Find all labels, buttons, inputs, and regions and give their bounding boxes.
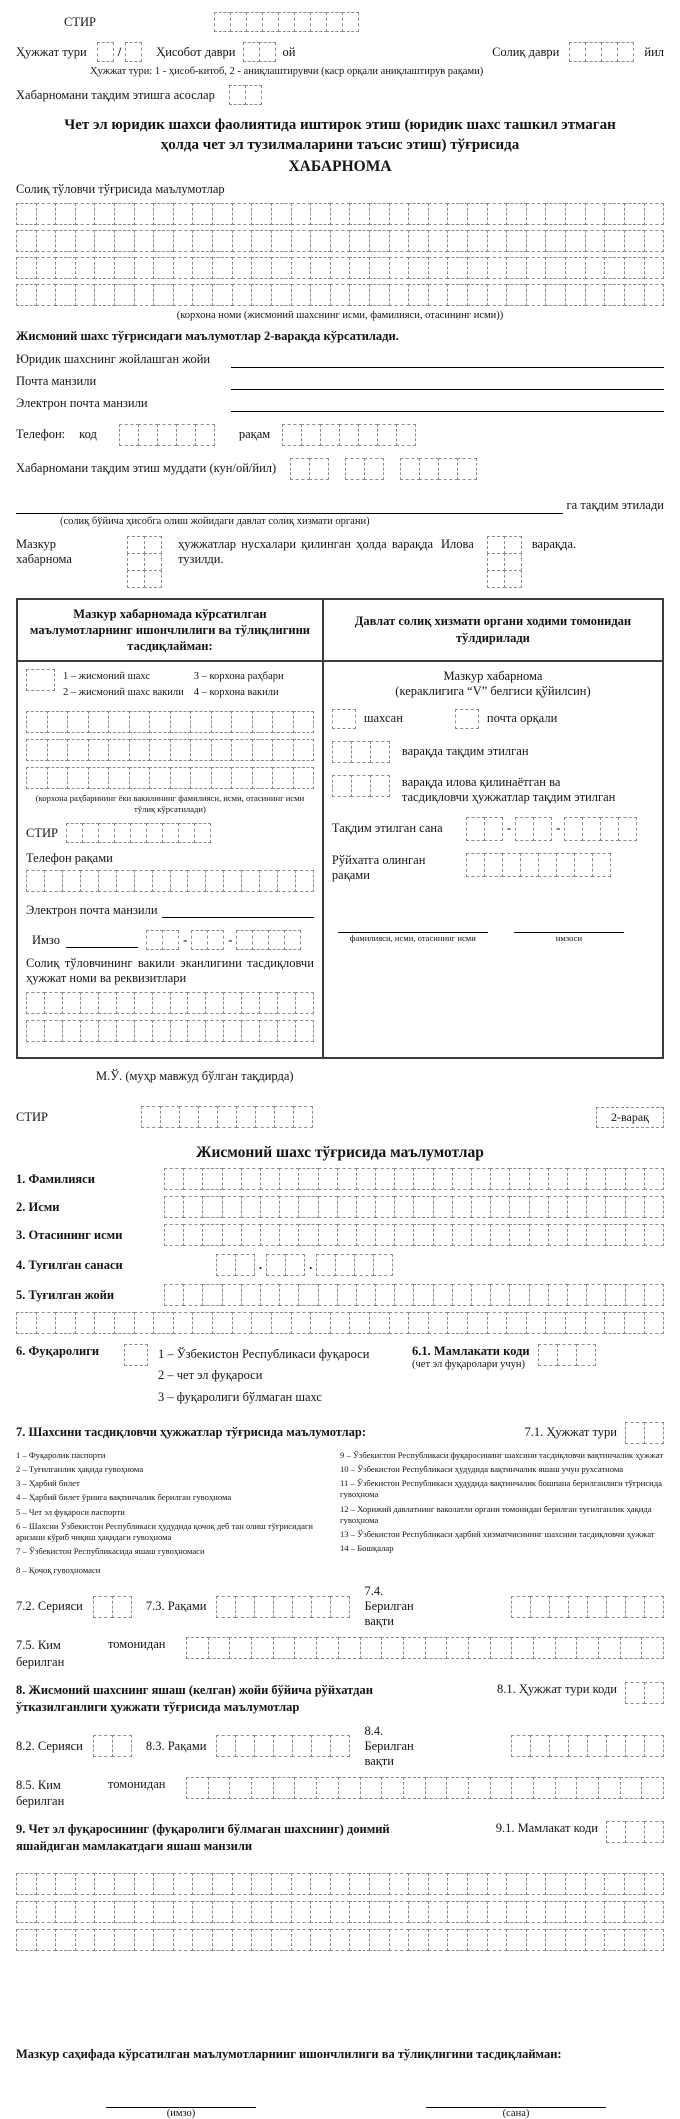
phone-number-input[interactable] — [282, 424, 416, 446]
submitted-to-label: га тақдим этилади — [566, 498, 664, 512]
doc-subtype-input[interactable] — [125, 42, 142, 62]
sheets-submitted-input[interactable] — [332, 741, 390, 763]
attachment-count-input[interactable] — [488, 537, 522, 588]
issued-by-8-suffix: томонидан — [108, 1776, 166, 1791]
phone-number-label: рақам — [238, 427, 271, 441]
issued-by-8-input[interactable] — [186, 1777, 664, 1799]
inspector-fio-caption: фамилияси, исми, отасининг исми — [349, 932, 476, 943]
individual-note: Жисмоний шахс тўғрисидаги маълумотлар 2-варақда кўрсатилади. — [16, 328, 399, 343]
doc-type-7-input[interactable] — [625, 1422, 664, 1444]
submit-date-sep-2: - — [556, 821, 561, 835]
doc-item-1: 1 – Фуқаролик паспорти — [16, 1449, 106, 1460]
issued-date-7-input[interactable] — [511, 1596, 664, 1618]
varaqda-label: варақда. — [531, 536, 577, 551]
page-confirmation-text: Мазкур саҳифада кўрсатилган маълумотларнинг ишончлилиги ва тўлиқлигини тасдиқлайман: — [16, 2046, 562, 2061]
country-code-9-label: 9.1. Мамлакат коди — [495, 1821, 598, 1836]
citizenship-opt-3: 3 – фуқаролиги бўлмаган шахс — [158, 1389, 322, 1404]
submit-date-sep-1: - — [506, 821, 512, 835]
address-row-3[interactable] — [16, 1929, 664, 1951]
birth-sep-1: . — [259, 1257, 263, 1272]
p2-title: Жисмоний шахс тўғрисида маълумотлар — [196, 1144, 484, 1162]
doc-item-7: 7 – Ўзбекистон Республикасида яшаш гувоҳномаси — [16, 1546, 205, 1557]
mazkur-label: Мазкур хабарнома — [16, 536, 72, 566]
signer-name-row-3[interactable] — [26, 767, 314, 789]
doc-type-label: Ҳужжат тури — [16, 44, 87, 59]
country-code-input[interactable] — [538, 1344, 596, 1366]
in-person-checkbox[interactable] — [332, 709, 356, 729]
tax-authority-caption: (солиқ бўйича ҳисобга олиш жойидаги давлат солиқ хизмати органи) — [60, 515, 370, 527]
country-code-9-input[interactable] — [606, 1821, 664, 1843]
representative-doc-row-1[interactable] — [26, 992, 314, 1014]
sheet-2-badge: 2-варақ — [596, 1107, 664, 1128]
representative-doc-label: Солиқ тўловчининг вакили эканлигини тасдиқловчи ҳужжат номи ва реквизитлари — [26, 956, 314, 986]
report-period-label: Ҳисобот даври — [156, 44, 236, 59]
doc-type-separator: / — [117, 44, 122, 59]
phone-label: Телефон: — [16, 427, 66, 441]
surname-input[interactable] — [164, 1168, 664, 1190]
deadline-day-input[interactable] — [290, 458, 329, 480]
issued-date-8-input[interactable] — [511, 1735, 664, 1757]
sheet-count-input[interactable] — [128, 537, 162, 588]
signer-type-checkbox[interactable] — [26, 669, 55, 691]
number-7-label: 7.3. Рақами — [145, 1599, 207, 1614]
doc-item-11: 11 – Ўзбекистон Республикаси ҳудудида вақтинчалик бошпана берилганлиги тўғрисида гувоҳнома — [340, 1478, 662, 1500]
country-code-note: (чет эл фуқаролари учун) — [412, 1359, 526, 1371]
number-8-input[interactable] — [216, 1735, 350, 1757]
doc-type-7-label: 7.1. Ҳужжат тури — [524, 1425, 617, 1440]
deadline-label: Хабарномани тақдим этиш муддати (кун/ой/йил) — [16, 461, 277, 475]
doc-type-note: Ҳужжат тури: 1 - ҳисоб-китоб, 2 - аниқлаштирувчи (каср орқали аниқлаштирув рақами) — [90, 66, 484, 77]
postal-address-label: Почта манзили — [16, 374, 97, 388]
in-person-label: шахсан — [363, 711, 403, 725]
doc-item-4: 4 – Ҳарбий билет ўрнига вақтинчалик берилган гувоҳнома — [16, 1492, 232, 1503]
citizenship-opt-1: 1 – Ўзбекистон Республикаси фуқароси — [158, 1347, 370, 1362]
doc-type-input[interactable] — [97, 42, 114, 62]
inspector-signature-line[interactable] — [514, 917, 624, 933]
signer-name-caption: (корхона раҳбарининг ёки вакилининг фамилияси, исми, отасининг исми тўлиқ кўрсатилади) — [35, 792, 305, 814]
confirmation-table — [16, 598, 664, 1060]
birth-day-input[interactable] — [216, 1254, 255, 1276]
series-7-label: 7.2. Серияси — [16, 1599, 83, 1614]
tax-period-label: Солиқ даври — [492, 44, 560, 59]
email-line[interactable] — [231, 396, 664, 412]
patronymic-label: 3. Отасининг исми — [16, 1227, 123, 1242]
tax-period-input[interactable] — [569, 42, 634, 62]
birth-place-input[interactable] — [164, 1284, 664, 1306]
series-8-label: 8.2. Серияси — [16, 1738, 83, 1753]
issued-by-7-input[interactable] — [186, 1637, 664, 1659]
doc-item-12: 12 – Хорижий давлатнинг ваколатли органи томонидан берилган туғилганлик ҳақида гувоҳнома — [340, 1503, 652, 1525]
number-8-label: 8.3. Рақами — [145, 1738, 207, 1753]
address-row-2[interactable] — [16, 1901, 664, 1923]
inspector-fio-line[interactable] — [338, 917, 488, 933]
surname-label: 1. Фамилияси — [16, 1171, 95, 1186]
number-7-input[interactable] — [216, 1596, 350, 1618]
citizenship-opt-2: 2 – чет эл фуқароси — [158, 1368, 263, 1383]
p2-stir-label: СТИР — [16, 1109, 48, 1124]
birth-place-label: 5. Туғилган жойи — [16, 1287, 115, 1302]
taxpayer-name-row-2[interactable] — [16, 230, 664, 252]
signer-opt-1: 1 – жисмоний шахс — [63, 671, 151, 683]
footer-signature-caption: (имзо) — [166, 2107, 196, 2119]
signer-phone-label: Телефон рақами — [26, 851, 113, 866]
tax-office-column — [324, 600, 662, 1058]
signer-name-row-1[interactable] — [26, 711, 314, 733]
ilova-label: Илова — [441, 536, 474, 551]
citizenship-label: 6. Фуқаролиги — [16, 1344, 100, 1359]
by-mail-checkbox[interactable] — [455, 709, 479, 729]
doc-item-10: 10 – Ўзбекистон Республикаси ҳудудида вақтинчалик яшаш учун рухсатнома — [340, 1464, 624, 1475]
tr-mazkur-label: Мазкур хабарнома — [443, 668, 543, 683]
doc-item-14: 14 – Бошқалар — [340, 1543, 394, 1554]
representative-doc-row-2[interactable] — [26, 1020, 314, 1042]
doc-type-8-input[interactable] — [625, 1682, 664, 1704]
email-label: Электрон почта манзили — [16, 396, 148, 410]
name-label: 2. Исми — [16, 1199, 60, 1214]
sign-date-sep-2: - — [228, 932, 233, 947]
birth-month-input[interactable] — [266, 1254, 305, 1276]
sheets-submitted-label: варақда тақдим этилган — [401, 744, 529, 758]
copies-text: ҳужжатлар нусхалари қилинган ҳолда варақда тузилди. — [178, 536, 433, 566]
signer-opt-2: 2 – жисмоний шахс вакили — [63, 687, 184, 698]
doc-item-13: 13 – Ўзбекистон Республикаси ҳарбий хизматчисининг шахсини тасдиқловчи ҳужжат — [340, 1528, 655, 1539]
right-column-header: Давлат солиқ хизмати органи ходими томонидан тўлдирилади — [324, 600, 662, 662]
phone-code-input[interactable] — [119, 424, 215, 446]
signer-name-row-2[interactable] — [26, 739, 314, 761]
p2-stir-input[interactable] — [141, 1106, 313, 1128]
taxpayer-name-row-3[interactable] — [16, 257, 664, 279]
signer-stir-input[interactable] — [66, 823, 211, 843]
legal-address-line[interactable] — [231, 352, 664, 368]
sign-date-sep-1: - — [183, 932, 188, 947]
tax-authority-line[interactable] — [16, 498, 563, 514]
taxpayer-name-row-1[interactable] — [16, 203, 664, 225]
birth-sep-2: . — [309, 1257, 313, 1272]
deadline-year-input[interactable] — [400, 458, 477, 480]
by-mail-label: почта орқали — [486, 711, 558, 725]
footer-signature-line[interactable] — [106, 2092, 256, 2108]
doc-type-8-label: 8.1. Ҳужжат тури коди — [496, 1681, 617, 1696]
birth-date-label: 4. Туғилган санаси — [16, 1257, 123, 1272]
submit-date-day-input[interactable] — [466, 817, 503, 841]
signer-imzo-label: Имзо — [32, 932, 61, 947]
section8-heading: 8. Жисмоний шахснинг яшаш (келган) жойи бўйича рўйхатдан ўтказилганлиги ҳужжати тўғрисида маълумотлар — [16, 1682, 373, 1714]
signer-signature-line[interactable] — [66, 932, 138, 948]
left-column-header: Мазкур хабарномада кўрсатилган маълумотларнинг ишончлилиги ва тўлиқлигини тасдиқлайман: — [18, 600, 322, 663]
issued-by-7-label: 7.5. Ким берилган — [16, 1638, 65, 1669]
taxpayer-info-label: Солиқ тўловчи тўғрисида маълумотлар — [16, 181, 225, 196]
sheets-attached-label: варақда илова қилинаётган ва тасдиқловчи ҳужжатлар тақдим этилган — [401, 774, 616, 804]
stir-label: СТИР — [64, 14, 96, 29]
submit-date-label: Тақдим этилган сана — [331, 821, 443, 835]
form-title-word: ХАБАРНОМА — [288, 157, 392, 175]
footer-date-caption: (сана) — [502, 2107, 530, 2119]
section7-heading: 7. Шахсини тасдиқловчи ҳужжатлар тўғрисида маълумотлар: — [16, 1425, 366, 1440]
doc-item-6: 6 – Шахсни Ўзбекистон Республикаси ҳудудида қочоқ деб тан олиш тўғрисидаги аризани кўриб чиқиш ҳақидаги гувоҳнома — [16, 1520, 314, 1542]
doc-item-9: 9 – Ўзбекистон Республикаси фуқаросининг шахсини тасдиқловчи вақтинчалик ҳужжат — [340, 1449, 664, 1460]
signer-email-line[interactable] — [162, 902, 314, 918]
country-code-label: 6.1. Мамлакати коди — [412, 1344, 530, 1359]
inspector-sign-caption: имзоси — [555, 932, 583, 943]
footer-date-line[interactable] — [426, 2092, 606, 2108]
report-period-input[interactable] — [243, 42, 276, 62]
birth-place-row-2[interactable] — [16, 1312, 664, 1334]
year-label: йил — [644, 44, 664, 59]
postal-address-line[interactable] — [231, 374, 664, 390]
sign-date-day-input[interactable] — [146, 930, 179, 950]
signer-stir-label: СТИР — [26, 825, 58, 840]
month-label: ой — [282, 44, 296, 59]
issued-by-8-label: 8.5. Ким берилган — [16, 1777, 65, 1808]
sign-date-year-input[interactable] — [236, 930, 301, 950]
reg-number-label: Рўйхатга олинган рақами — [331, 852, 426, 882]
deadline-month-input[interactable] — [345, 458, 384, 480]
signer-opt-3: 3 – корхона раҳбари — [193, 671, 284, 683]
submit-date-year-input[interactable] — [564, 817, 637, 841]
taxpayer-name-caption: (корхона номи (жисмоний шахснинг исми, фамилияси, отасининг исми)) — [176, 309, 504, 321]
series-8-input[interactable] — [93, 1735, 132, 1757]
phone-code-label: код — [79, 427, 97, 441]
tr-v-note: (кераклигига “V” белгиси қўйилсин) — [395, 683, 591, 698]
basis-input[interactable] — [229, 85, 262, 105]
doc-item-8: 8 – Қочоқ гувоҳномаси — [16, 1565, 101, 1576]
issued-date-7-label: 7.4. Берилган вақти — [364, 1584, 414, 1629]
series-7-input[interactable] — [93, 1596, 132, 1618]
doc-item-5: 5 – Чет эл фуқароси паспорти — [16, 1506, 125, 1517]
legal-address-label: Юридик шахснинг жойлашган жойи — [16, 352, 211, 366]
signer-email-label: Электрон почта манзили — [26, 902, 158, 917]
signer-phone-input[interactable] — [26, 870, 314, 892]
patronymic-input[interactable] — [164, 1224, 664, 1246]
reg-number-input[interactable] — [466, 853, 611, 877]
submit-date-month-input[interactable] — [515, 817, 552, 841]
sheets-attached-input[interactable] — [332, 775, 390, 797]
issued-by-7-suffix: томонидан — [108, 1637, 166, 1652]
birth-year-input[interactable] — [316, 1254, 393, 1276]
doc-item-2: 2 – Туғилганлик ҳақида гувоҳнома — [16, 1464, 144, 1475]
signer-opt-4: 4 – корхона вакили — [193, 687, 279, 698]
stamp-note: М.Ў. (муҳр мавжуд бўлган тақдирда) — [96, 1069, 294, 1084]
taxpayer-confirmation-column — [18, 600, 324, 1058]
form-title: Чет эл юридик шахси фаолиятида иштирок этиш (юридик шахс ташкил этмаган ҳолда чет эл тузилмаларини таъсис этиш) тўғрисида — [64, 117, 616, 154]
stir-input[interactable] — [214, 12, 359, 32]
issued-date-8-label: 8.4. Берилган вақти — [364, 1723, 414, 1768]
taxpayer-name-row-4[interactable] — [16, 284, 664, 306]
section9-heading: 9. Чет эл фуқаросининг (фуқаролиги бўлмаган шахснинг) доимий яшайдиган мамлакатдаги яшаш манзили — [16, 1822, 390, 1854]
citizenship-checkbox[interactable] — [124, 1344, 148, 1366]
doc-item-3: 3 – Ҳарбий билет — [16, 1478, 80, 1489]
name-input[interactable] — [164, 1196, 664, 1218]
basis-label: Хабарномани тақдим этишга асослар — [16, 87, 215, 102]
sign-date-month-input[interactable] — [191, 930, 224, 950]
address-row-1[interactable] — [16, 1873, 664, 1895]
